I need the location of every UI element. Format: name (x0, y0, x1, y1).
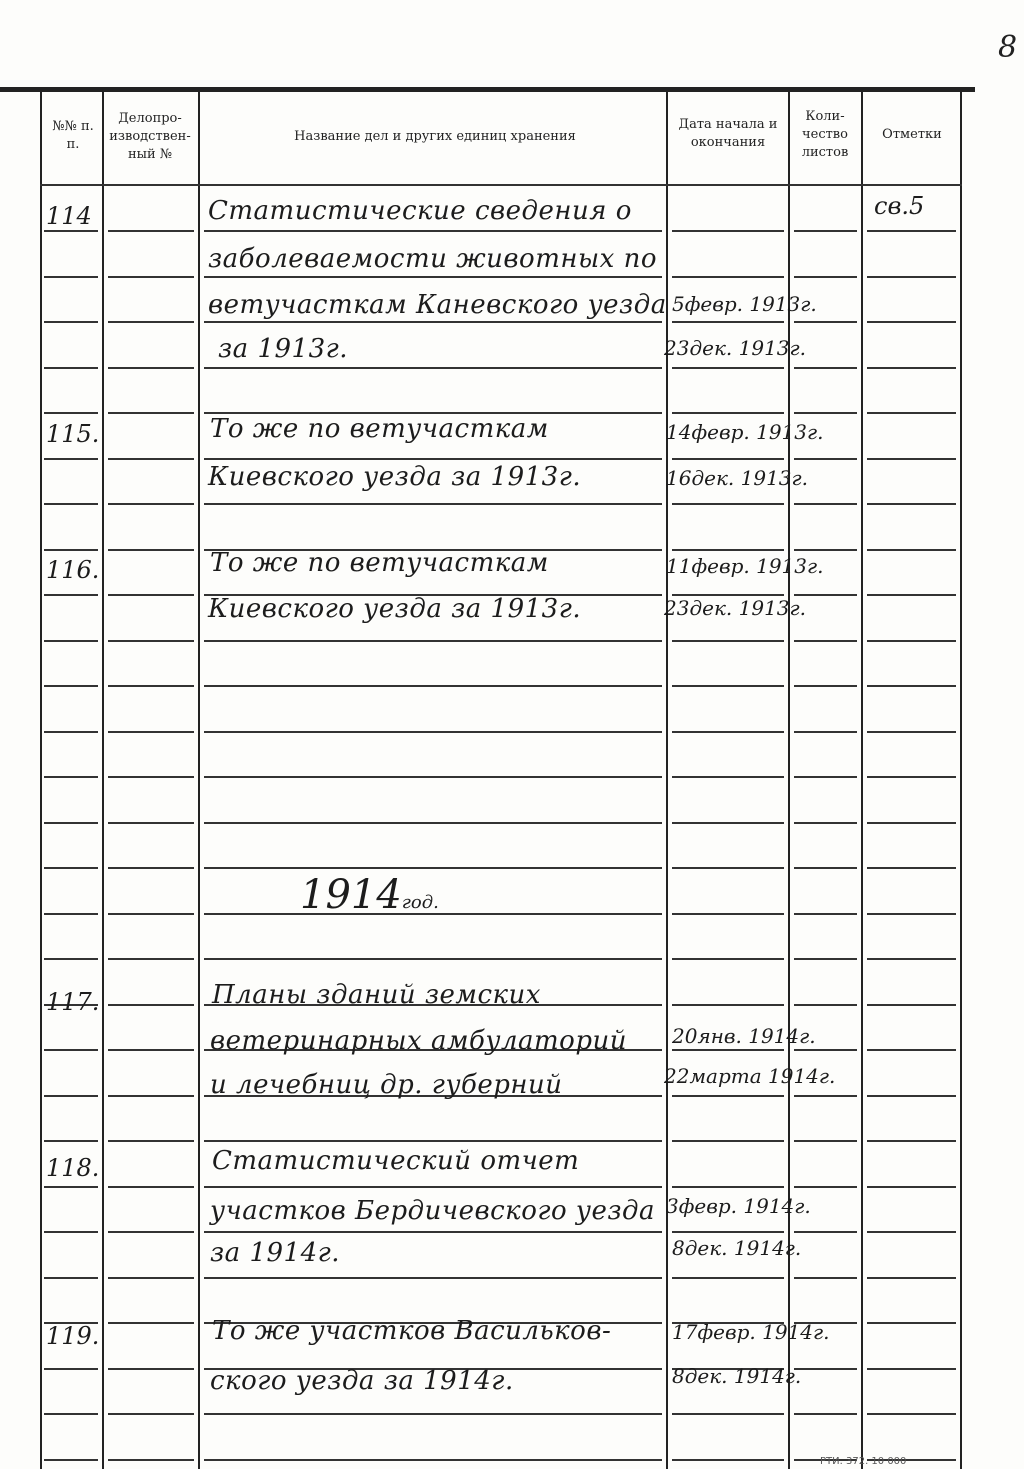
entry-title-line: ского уезда за 1914г. (210, 1366, 514, 1396)
page-number: 8 (998, 30, 1018, 65)
ruled-line (108, 867, 194, 869)
ruled-line (204, 1231, 662, 1233)
ruled-line (44, 776, 98, 778)
ruled-line (108, 958, 194, 960)
ruled-line (108, 1231, 194, 1233)
ruled-line (204, 685, 662, 687)
ruled-line (794, 776, 857, 778)
ruled-line (204, 503, 662, 505)
ruled-line (794, 1186, 857, 1188)
year-heading-suffix: год. (401, 892, 439, 913)
ruled-line (867, 458, 956, 460)
entry-title-line: участков Бердичевского уезда (210, 1196, 656, 1226)
ruled-line (44, 867, 98, 869)
ruled-line (672, 1140, 784, 1142)
col-line-0 (40, 90, 42, 1469)
ruled-line (867, 1368, 956, 1370)
ruled-line (44, 1231, 98, 1233)
ruled-line (108, 367, 194, 369)
ruled-line (204, 640, 662, 642)
ruled-line (672, 1231, 784, 1233)
ruled-line (44, 685, 98, 687)
entry-date-end: 8дек. 1914г. (672, 1236, 802, 1260)
ruled-line (44, 1095, 98, 1097)
ruled-line (204, 1186, 662, 1188)
ruled-line (44, 1413, 98, 1415)
entry-title-line: Киевского уезда за 1913г. (208, 594, 582, 624)
entry-date-start: 5февр. 1913г. (672, 292, 817, 316)
entry-date-end: 16дек. 1913г. (666, 466, 808, 490)
ruled-line (672, 731, 784, 733)
entry-title-line: Статистические сведения о (208, 196, 632, 226)
ruled-line (794, 367, 857, 369)
ruled-line (867, 1322, 956, 1324)
entry-title-line: То же по ветучасткам (210, 548, 549, 578)
ruled-line (672, 1004, 784, 1006)
ruled-line (204, 1413, 662, 1415)
entry-title-line: ветучасткам Каневского уезда (208, 290, 667, 320)
ruled-line (867, 594, 956, 596)
ruled-line (44, 1459, 98, 1461)
ruled-line (44, 230, 98, 232)
ruled-line (794, 867, 857, 869)
ruled-line (44, 913, 98, 915)
ruled-line (204, 276, 662, 278)
year-heading (300, 872, 439, 918)
ruled-line (44, 958, 98, 960)
ruled-line (794, 1004, 857, 1006)
entry-date-end: 23дек. 1913г. (664, 596, 806, 620)
entry-date-end: 22марта 1914г. (664, 1064, 836, 1088)
ruled-line (867, 731, 956, 733)
entry-title-line: Планы зданий земских (212, 980, 541, 1010)
ruled-line (44, 640, 98, 642)
ruled-line (794, 276, 857, 278)
ruled-line (204, 321, 662, 323)
ruled-line (867, 367, 956, 369)
ruled-line (867, 640, 956, 642)
ruled-line (108, 1004, 194, 1006)
ruled-line (204, 867, 662, 869)
ruled-line (108, 1095, 194, 1097)
ruled-line (794, 1413, 857, 1415)
ruled-line (108, 321, 194, 323)
entry-title-line: То же участков Васильков- (212, 1316, 612, 1346)
ruled-line (204, 458, 662, 460)
ruled-line (867, 867, 956, 869)
ruled-line (108, 1368, 194, 1370)
print-footer: РТИ. 372. 10 000 (820, 1456, 907, 1467)
ruled-line (108, 685, 194, 687)
ruled-line (108, 822, 194, 824)
ruled-line (672, 230, 784, 232)
ruled-line (867, 549, 956, 551)
entry-note: св.5 (874, 192, 925, 220)
ruled-line (794, 230, 857, 232)
entry-num: 118. (46, 1154, 100, 1182)
ruled-line (108, 1140, 194, 1142)
ruled-line (672, 822, 784, 824)
ruled-line (672, 503, 784, 505)
col-line-6 (960, 90, 962, 1469)
ruled-line (108, 1277, 194, 1279)
ruled-line (44, 731, 98, 733)
header-col-office: Делопро-изводствен-ный № (109, 111, 191, 162)
ruled-line (867, 1413, 956, 1415)
entry-date-end: 8дек. 1914г. (672, 1364, 802, 1388)
ruled-line (108, 1049, 194, 1051)
ruled-line (672, 321, 784, 323)
entry-date-start: 20янв. 1914г. (672, 1024, 816, 1048)
entry-title-line: ветеринарных амбулаторий (210, 1026, 627, 1056)
entry-date-end: 23дек. 1913г. (664, 336, 806, 360)
ruled-line (867, 1095, 956, 1097)
ruled-line (672, 549, 784, 551)
ruled-line (672, 685, 784, 687)
ruled-line (108, 1413, 194, 1415)
ruled-line (867, 1049, 956, 1051)
ruled-line (867, 958, 956, 960)
top-rule (0, 87, 975, 92)
entry-num: 116. (46, 556, 100, 584)
ruled-line (672, 276, 784, 278)
ruled-line (672, 776, 784, 778)
ruled-line (44, 1140, 98, 1142)
ruled-line (794, 1368, 857, 1370)
ruled-line (794, 1140, 857, 1142)
ruled-line (794, 503, 857, 505)
ruled-line (794, 1095, 857, 1097)
entry-date-start: 11февр. 1913г. (666, 554, 824, 578)
ruled-line (794, 1049, 857, 1051)
ruled-line (204, 367, 662, 369)
ruled-line (672, 412, 784, 414)
ruled-line (108, 549, 194, 551)
ruled-line (108, 731, 194, 733)
ruled-line (867, 685, 956, 687)
entry-title-line: за 1913г. (218, 334, 349, 364)
ruled-line (108, 412, 194, 414)
ruled-line (108, 913, 194, 915)
ruled-line (44, 549, 98, 551)
ruled-line (672, 367, 784, 369)
entry-title-line: Киевского уезда за 1913г. (208, 462, 582, 492)
entry-title-line: заболеваемости животных по (208, 244, 657, 274)
ruled-line (108, 276, 194, 278)
entry-title-line: Статистический отчет (212, 1146, 580, 1176)
entry-title-line: и лечебниц др. губерний (210, 1070, 563, 1100)
header-col-count: Коли-чество листов (801, 109, 849, 160)
ruled-line (794, 685, 857, 687)
entry-date-start: 14февр. 1913г. (666, 420, 824, 444)
ruled-line (672, 867, 784, 869)
entry-num: 114 (46, 202, 92, 230)
header-col-title: Название дел и других единиц хранения (294, 129, 576, 144)
entry-date-start: 17февр. 1914г. (672, 1320, 830, 1344)
ruled-line (672, 1277, 784, 1279)
ruled-line (794, 549, 857, 551)
entry-title-line: за 1914г. (210, 1238, 341, 1268)
ruled-line (44, 276, 98, 278)
ruled-line (204, 822, 662, 824)
ruled-line (108, 640, 194, 642)
ruled-line (672, 1413, 784, 1415)
ruled-line (44, 822, 98, 824)
ruled-line (108, 1459, 194, 1461)
ruled-line (108, 230, 194, 232)
ruled-line (794, 1277, 857, 1279)
ruled-line (672, 640, 784, 642)
ruled-line (867, 776, 956, 778)
ruled-line (867, 230, 956, 232)
ruled-line (44, 594, 98, 596)
col-line-2 (198, 90, 200, 1469)
col-line-5 (861, 90, 863, 1469)
ruled-line (44, 503, 98, 505)
col-line-1 (102, 90, 104, 1469)
entry-title-line: То же по ветучасткам (210, 414, 549, 444)
ruled-line (794, 731, 857, 733)
ruled-line (108, 458, 194, 460)
ruled-line (794, 458, 857, 460)
ruled-line (44, 367, 98, 369)
entry-num: 119. (46, 1322, 100, 1350)
ruled-line (867, 321, 956, 323)
ruled-line (794, 412, 857, 414)
ruled-line (108, 1186, 194, 1188)
year-heading-number: 1914 (300, 872, 402, 918)
header-rule (40, 184, 962, 186)
ruled-line (672, 1186, 784, 1188)
ruled-line (44, 1186, 98, 1188)
ruled-line (794, 640, 857, 642)
ruled-line (794, 321, 857, 323)
ruled-line (672, 913, 784, 915)
ruled-line (867, 1231, 956, 1233)
ruled-line (108, 594, 194, 596)
ruled-line (867, 1004, 956, 1006)
entry-date-start: 3февр. 1914г. (666, 1194, 811, 1218)
ruled-line (44, 1049, 98, 1051)
ruled-line (794, 958, 857, 960)
ruled-line (204, 731, 662, 733)
header-col-notes: Отметки (882, 127, 942, 142)
ruled-line (794, 913, 857, 915)
ruled-line (867, 913, 956, 915)
ruled-line (672, 1459, 784, 1461)
ruled-line (44, 412, 98, 414)
header-col-num: №№ п. п. (52, 119, 94, 152)
ruled-line (867, 1186, 956, 1188)
ruled-line (44, 1277, 98, 1279)
ruled-line (672, 1049, 784, 1051)
ruled-line (108, 776, 194, 778)
ruled-line (867, 503, 956, 505)
ruled-line (867, 276, 956, 278)
ruled-line (204, 230, 662, 232)
ruled-line (108, 503, 194, 505)
ruled-line (44, 458, 98, 460)
ruled-line (44, 321, 98, 323)
ruled-line (672, 958, 784, 960)
entry-num: 115. (46, 420, 100, 448)
ruled-line (204, 776, 662, 778)
header-col-dates: Дата начала и окончания (678, 117, 778, 150)
ruled-line (204, 1459, 662, 1461)
ruled-line (867, 412, 956, 414)
ruled-line (44, 1368, 98, 1370)
ruled-line (794, 822, 857, 824)
ruled-line (108, 1322, 194, 1324)
ruled-line (867, 1140, 956, 1142)
ruled-line (204, 1140, 662, 1142)
ruled-line (794, 1231, 857, 1233)
entry-num: 117. (46, 988, 100, 1016)
ruled-line (672, 458, 784, 460)
ruled-line (867, 1277, 956, 1279)
ruled-line (204, 1277, 662, 1279)
ruled-line (204, 958, 662, 960)
ruled-line (672, 1095, 784, 1097)
ruled-line (867, 822, 956, 824)
